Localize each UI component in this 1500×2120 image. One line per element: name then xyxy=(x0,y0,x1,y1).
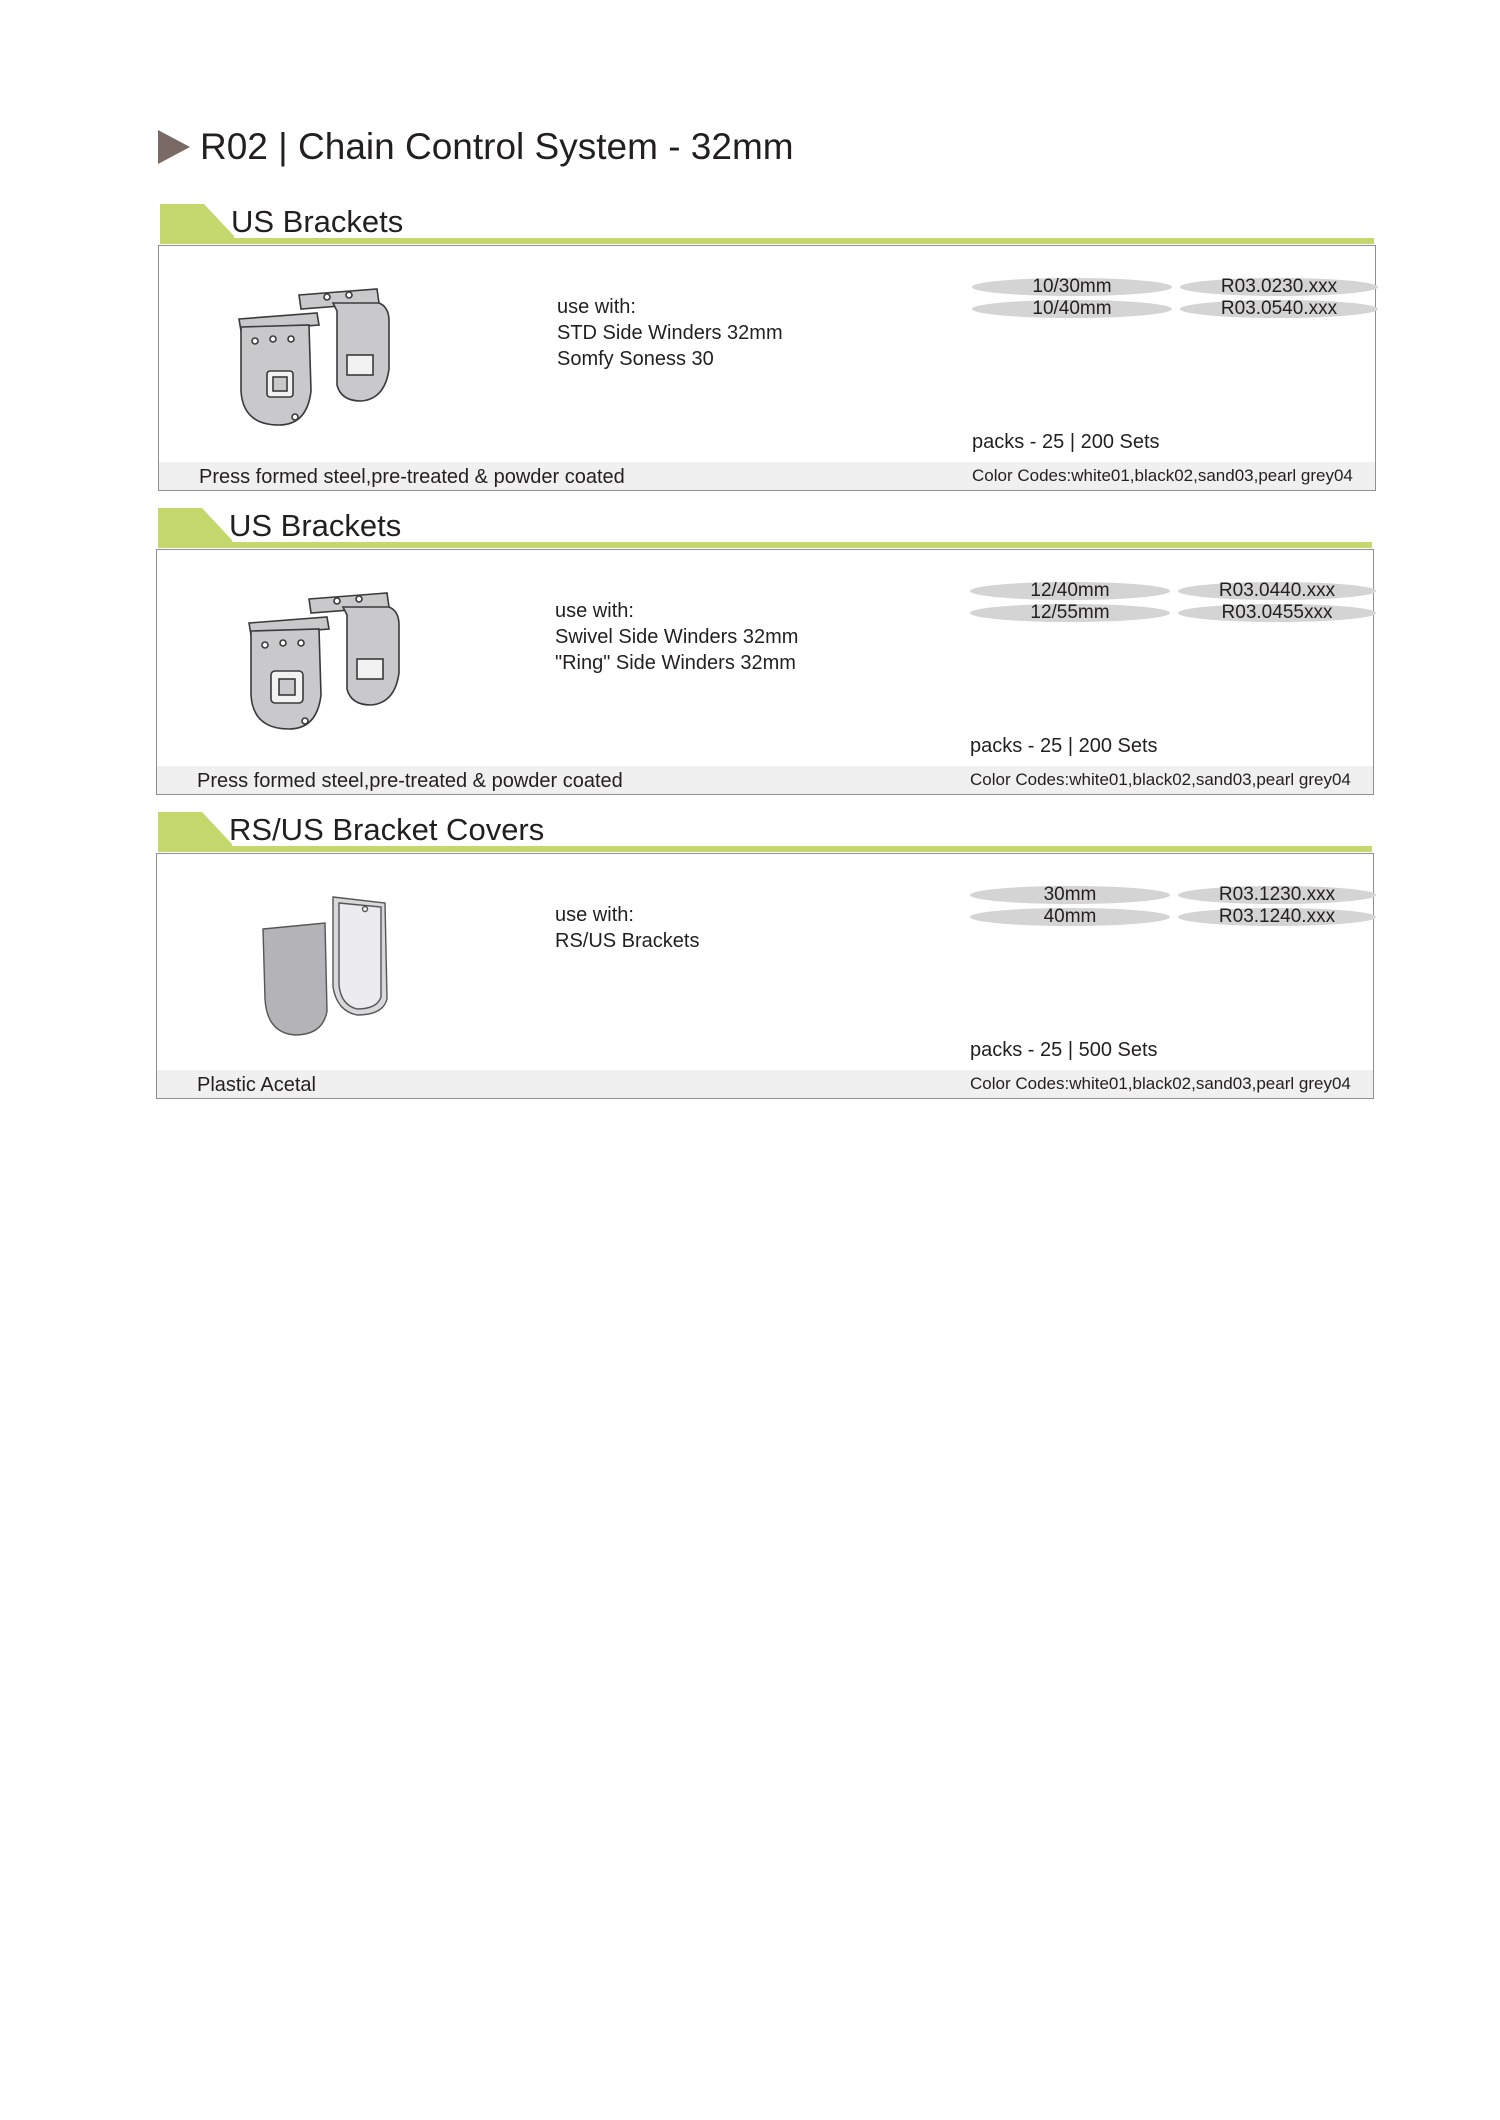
section-title: RS/US Bracket Covers xyxy=(229,812,545,847)
section-footer xyxy=(159,462,1375,490)
section-title: US Brackets xyxy=(231,204,404,239)
section-header xyxy=(158,202,1378,246)
section-header xyxy=(156,506,1376,550)
use-with-item: Somfy Soness 30 xyxy=(557,348,714,370)
code-pill: R03.0230.xxx xyxy=(1180,278,1378,296)
size-pill: 30mm xyxy=(970,886,1170,904)
packs-info: packs - 25 | 500 Sets xyxy=(970,1039,1158,1061)
product-code-list xyxy=(970,580,1373,624)
product-box xyxy=(156,549,1374,795)
product-code-row xyxy=(970,884,1373,906)
section-footer xyxy=(157,766,1373,794)
size-pill: 12/40mm xyxy=(970,582,1170,600)
use-with-block xyxy=(557,294,783,372)
product-code-row xyxy=(970,906,1373,928)
bracket-cover-pair-icon xyxy=(253,889,443,1039)
color-codes-text: Color Codes:white01,black02,sand03,pearl grey04 xyxy=(970,770,1351,789)
product-section-us-brackets-2 xyxy=(156,506,1376,826)
size-pill: 40mm xyxy=(970,908,1170,926)
size-pill: 10/30mm xyxy=(972,278,1172,296)
code-pill: R03.1230.xxx xyxy=(1178,886,1376,904)
page-title-text: R02 | Chain Control System - 32mm xyxy=(200,126,794,167)
use-with-item: "Ring" Side Winders 32mm xyxy=(555,652,796,674)
packs-info: packs - 25 | 200 Sets xyxy=(972,431,1160,453)
use-with-label: use with: xyxy=(557,296,636,318)
section-footer xyxy=(157,1070,1373,1098)
product-code-list xyxy=(970,884,1373,928)
code-pill: R03.0540.xxx xyxy=(1180,300,1378,318)
size-pill: 12/55mm xyxy=(970,604,1170,622)
product-code-row xyxy=(970,602,1373,624)
product-code-list xyxy=(972,276,1375,320)
product-code-row xyxy=(972,298,1375,320)
use-with-item: RS/US Brackets xyxy=(555,930,700,952)
section-header xyxy=(156,810,1376,854)
material-text: Press formed steel,pre-treated & powder coated xyxy=(199,466,625,488)
use-with-block xyxy=(555,598,798,676)
product-section-bracket-covers xyxy=(156,810,1376,1130)
code-pill: R03.0455xxx xyxy=(1178,604,1376,622)
steel-bracket-pair-icon xyxy=(239,585,429,735)
use-with-label: use with: xyxy=(555,600,634,622)
product-code-row xyxy=(972,276,1375,298)
use-with-item: STD Side Winders 32mm xyxy=(557,322,783,344)
code-pill: R03.1240.xxx xyxy=(1178,908,1376,926)
material-text: Press formed steel,pre-treated & powder coated xyxy=(197,770,623,792)
product-code-row xyxy=(970,580,1373,602)
size-pill: 10/40mm xyxy=(972,300,1172,318)
steel-bracket-pair-icon xyxy=(229,281,419,431)
material-text: Plastic Acetal xyxy=(197,1074,316,1096)
use-with-block xyxy=(555,902,699,954)
color-codes-text: Color Codes:white01,black02,sand03,pearl grey04 xyxy=(970,1074,1351,1093)
product-section-us-brackets-1 xyxy=(158,202,1378,522)
product-box xyxy=(158,245,1376,491)
color-codes-text: Color Codes:white01,black02,sand03,pearl grey04 xyxy=(972,466,1353,485)
use-with-label: use with: xyxy=(555,904,634,926)
section-title: US Brackets xyxy=(229,508,402,543)
page-title xyxy=(158,126,794,168)
code-pill: R03.0440.xxx xyxy=(1178,582,1376,600)
use-with-item: Swivel Side Winders 32mm xyxy=(555,626,799,648)
play-triangle-icon xyxy=(158,130,190,164)
packs-info: packs - 25 | 200 Sets xyxy=(970,735,1158,757)
product-box xyxy=(156,853,1374,1099)
